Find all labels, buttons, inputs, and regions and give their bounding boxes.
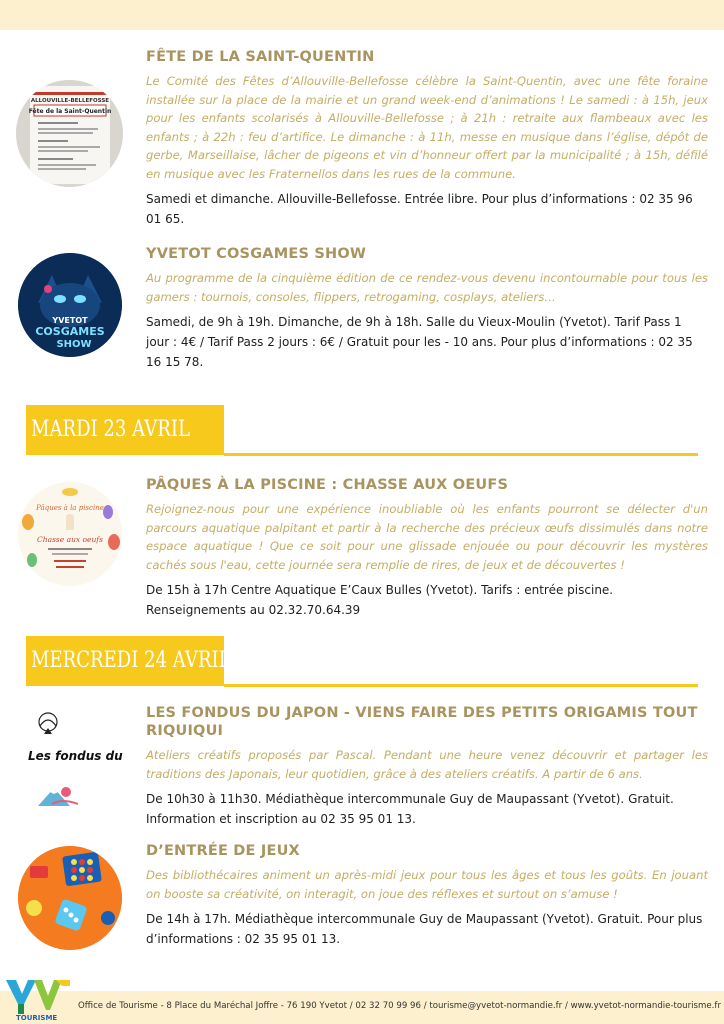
event-description: Ateliers créatifs proposés par Pascal. Pendant une heure venez découvrir et partager les traditions des Japonais, leur quotidien, grâce à des ateliers créatifs. A partir de 6 ans. <box>146 748 708 781</box>
event-description: Rejoignez-nous pour une expérience inoubliable où les enfants pourront se délecter d'un parcours aquatique palpitant et partir à la recherche des précieux œufs dissimulés dans notre espace aquatique ! Que ce soit pour une glissade enjouée ou pour découvrir les mystères cachés sous l'eau, cette journée sera remplie de rires, de jeux et de découvertes ! <box>146 502 708 572</box>
date-banner-tuesday <box>26 405 698 459</box>
thumb-text-1: YVETOT <box>52 316 88 325</box>
easter-pool-poster-image <box>18 482 122 586</box>
event-easter-pool <box>146 476 708 620</box>
date-label: MERCREDI 24 AVRIL <box>31 648 231 673</box>
event-title: D’ENTRÉE DE JEUX <box>146 843 300 859</box>
event-title: FÊTE DE LA SAINT-QUENTIN <box>146 49 375 65</box>
footer-contact-text: Office de Tourisme - 8 Place du Maréchal Joffre - 76 190 Yvetot / 02 32 70 99 96 / tourisme@yvetot-normandie.fr / www.yvetot-normandie-tourisme.fr <box>78 1001 721 1011</box>
thumb-text-2: COSGAMES <box>35 325 105 338</box>
event-info: De 15h à 17h Centre Aquatique E’Caux Bulles (Yvetot). Tarifs : entrée piscine. Renseignements au 02.32.70.64.39 <box>146 583 614 617</box>
event-title: PÂQUES À LA PISCINE : CHASSE AUX OEUFS <box>146 477 509 493</box>
logo-word: TOURISME <box>16 1014 58 1022</box>
event-info: Samedi, de 9h à 19h. Dimanche, de 9h à 18h. Salle du Vieux-Moulin (Yvetot). Tarif Pass 1 jour : 4€ / Tarif Pass 2 jours : 6€ / Gratuit pour les - 10 ans. Pour plus d’informations : 02 35 16 15 78. <box>146 315 693 369</box>
cosgames-logo-image <box>18 253 122 357</box>
event-entree-de-jeux <box>146 842 708 949</box>
fondus-japon-logo-image <box>26 708 130 812</box>
date-banner-wednesday <box>26 636 698 690</box>
thumb-text-1: Les fondus du <box>28 749 123 763</box>
saint-quentin-poster-image <box>16 80 123 187</box>
date-banner-box <box>26 405 224 455</box>
thumb-text-3: SHOW <box>56 339 92 350</box>
thumb-text-1: ALLOUVILLE-BELLEFOSSE <box>30 98 110 104</box>
thumb-text-2: Fête de la Saint-Quentin <box>28 108 112 115</box>
yvetot-tourisme-logo <box>4 974 72 1022</box>
event-description: Des bibliothécaires animent un après-midi jeux pour tous les âges et tous les goûts. En jouant on booste sa créativité, on interagit, on joue des réflexes et surtout on s’amuse ! <box>146 868 708 901</box>
event-info: Samedi et dimanche. Allouville-Bellefosse. Entrée libre. Pour plus d’informations : 02 35 96 01 65. <box>146 192 693 226</box>
event-info: De 10h30 à 11h30. Médiathèque intercommunale Guy de Maupassant (Yvetot). Gratuit. Information et inscription au 02 35 95 01 13. <box>146 792 674 826</box>
games-image <box>18 846 122 950</box>
date-banner-rule <box>224 453 698 456</box>
date-label: MARDI 23 AVRIL <box>31 417 190 442</box>
event-cosgames <box>146 245 708 372</box>
thumb-text-2: Chasse aux oeufs <box>37 535 103 544</box>
event-description: Le Comité des Fêtes d’Allouville-Bellefosse célèbre la Saint-Quentin, avec une fête foraine installée sur la place de la mairie et un grand week-end d’animations ! Le samedi : à 15h, jeux pour les enfants scolarisés à Allouville-Bellefosse ; à 21h : retraite aux flambeaux avec les enfants ; à 22h : feu d’artifice. Le dimanche : à 11h, messe en musique dans l’église, dépôt de gerbe, Marseillaise, lâcher de pigeons et vin d’honneur offert par la municipalité ; à 15h, défilé en musique avec les Fraternellos dans les rues de la commune. <box>146 74 708 181</box>
event-title: YVETOT COSGAMES SHOW <box>146 246 367 262</box>
event-title: LES FONDUS DU JAPON - VIENS FAIRE DES PETITS ORIGAMIS TOUT RIQUIQUI <box>146 705 698 739</box>
event-fondus-japon <box>146 704 708 829</box>
date-banner-box <box>26 636 231 686</box>
event-info: De 14h à 17h. Médiathèque intercommunale Guy de Maupassant (Yvetot). Gratuit. Pour plus d’informations : 02 35 95 01 13. <box>146 912 703 946</box>
thumb-text-1: Pâques à la piscine <box>36 504 104 512</box>
date-banner-rule <box>224 684 698 687</box>
top-band <box>0 0 724 30</box>
event-description: Au programme de la cinquième édition de ce rendez-vous devenu incontournable pour tous les gamers : tournois, consoles, flippers, retrogaming, cosplays, ateliers… <box>146 271 708 304</box>
event-saint-quentin <box>146 48 708 229</box>
